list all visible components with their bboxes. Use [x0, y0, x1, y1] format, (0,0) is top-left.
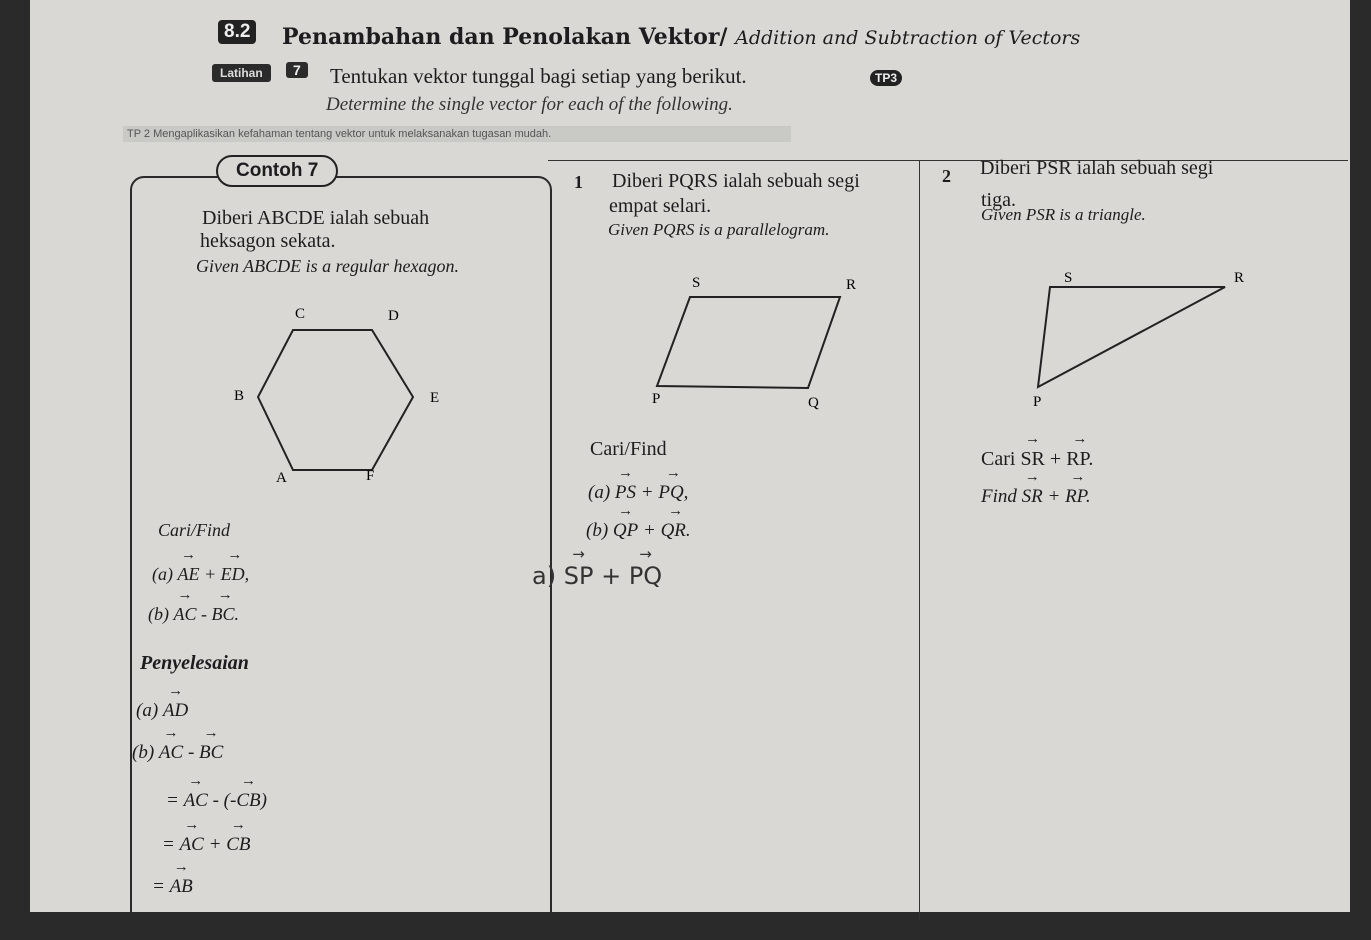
section-title-ms: Penambahan dan Penolakan Vektor/: [282, 24, 728, 50]
plus-sign: +: [1049, 448, 1062, 470]
minus-neg-open: - (-: [212, 790, 237, 811]
section-badge: 8.2: [218, 20, 256, 44]
solution-title: Penyelesaian: [140, 652, 249, 674]
example-given-en: Given ABCDE is a regular hexagon.: [196, 256, 459, 276]
handwritten-answer: [532, 556, 662, 590]
question-2-line-1: Diberi PSR ialah sebuah segi: [980, 157, 1214, 179]
vertex-label-p: P: [652, 391, 661, 407]
handwritten-vector-pq: → PQ: [629, 556, 662, 590]
vector-bc: → BC: [199, 736, 223, 764]
question-1-number: 1: [574, 172, 583, 192]
vertex-label-c: C: [295, 306, 306, 322]
solution-step-1: [166, 784, 267, 812]
close-paren: ): [260, 790, 267, 811]
vertex-label-q: Q: [808, 395, 819, 411]
example-pill: Contoh 7: [216, 155, 338, 187]
exercise-label: Latihan: [212, 64, 271, 82]
vector-ad: → AD: [163, 694, 188, 722]
tp-note: TP 2 Mengaplikasikan kefahaman tentang vektor untuk melaksanakan tugasan mudah.: [123, 126, 791, 142]
worksheet-page: [30, 0, 1350, 912]
example-part-a: [152, 558, 249, 585]
parallelogram-diagram: [640, 270, 880, 420]
hexagon-shape: [258, 330, 413, 470]
solution-step-3: [152, 870, 193, 898]
find-label-ms: Cari: [981, 448, 1016, 470]
vertex-label-p: P: [1033, 394, 1042, 410]
find-label-en: Find: [981, 486, 1017, 507]
question-1-line-2: empat selari.: [609, 195, 712, 217]
hexagon-diagram: [220, 300, 460, 490]
vertex-label-s: S: [692, 275, 701, 291]
vector-ac: → AC: [174, 598, 197, 625]
vector-qp: → QP: [613, 514, 638, 542]
vector-ac: → AC: [184, 784, 208, 812]
solution-b: [132, 736, 223, 764]
minus-sign: -: [201, 604, 208, 624]
vertex-label-s: S: [1064, 270, 1073, 286]
plus-sign: +: [204, 564, 217, 584]
vertex-label-r: R: [1234, 270, 1245, 286]
minus-sign: -: [187, 742, 195, 763]
part-a-label: (a): [152, 564, 173, 584]
handwritten-plus: +: [601, 562, 622, 590]
vertex-label-b: B: [234, 388, 245, 404]
vertex-label-r: R: [846, 277, 857, 293]
vector-pq: → PQ,: [658, 476, 688, 504]
triangle-shape: [1038, 287, 1225, 387]
vertex-label-f: F: [366, 468, 375, 484]
tp-badge: TP3: [870, 70, 902, 86]
question-2-find-ms: [981, 442, 1093, 471]
example-part-b: [148, 598, 239, 625]
vertex-label-a: A: [276, 470, 287, 486]
solution-step-2: [162, 828, 250, 856]
equals-sign: =: [162, 834, 175, 855]
example-find: Cari/Find: [158, 520, 231, 540]
question-1-part-b: [586, 514, 691, 542]
part-b-label: (b): [586, 520, 609, 541]
question-1-given-en: Given PQRS is a parallelogram.: [608, 220, 830, 239]
plus-sign: +: [1047, 486, 1061, 507]
vector-rp: → RP.: [1065, 480, 1091, 508]
solution-a-label: (a): [136, 700, 159, 721]
plus-sign: +: [642, 520, 656, 541]
part-a-label: (a): [588, 482, 611, 503]
solution-b-label: (b): [132, 742, 155, 763]
exercise-number: 7: [286, 62, 308, 78]
vector-rp: → RP.: [1066, 442, 1093, 471]
question-1-part-a: [588, 476, 688, 504]
solution-a: [136, 694, 188, 722]
example-given-ms-1: Diberi ABCDE ialah sebuah: [202, 207, 430, 229]
handwritten-vector-sp: → SP: [564, 556, 594, 590]
instruction-en: Determine the single vector for each of the following.: [326, 94, 733, 115]
section-title-en: Addition and Subtraction of Vectors: [735, 27, 1081, 49]
example-given-ms-2: heksagon sekata.: [200, 230, 336, 252]
table-top-border: [548, 160, 1348, 161]
question-2-number: 2: [942, 166, 951, 186]
question-1-line-1: Diberi PQRS ialah sebuah segi: [612, 170, 860, 192]
triangle-diagram: [1020, 262, 1270, 412]
vector-bc: → BC.: [212, 598, 240, 625]
question-2-line-2: tiga.: [981, 189, 1016, 211]
vector-ac: → AC: [180, 828, 204, 856]
plus-sign: +: [208, 834, 222, 855]
vertex-label-e: E: [430, 390, 440, 406]
question-2-find-en: [981, 480, 1091, 508]
question-1-find: Cari/Find: [590, 438, 667, 460]
equals-sign: =: [152, 876, 165, 897]
vector-ps: → PS: [615, 476, 636, 504]
vector-ab: → AB: [170, 870, 193, 898]
vector-ae: → AE: [178, 558, 200, 585]
equals-sign: =: [166, 790, 179, 811]
vertex-label-d: D: [388, 308, 399, 324]
parallelogram-shape: [657, 297, 840, 388]
question-2-given-en: Given PSR is a triangle.: [981, 205, 1146, 224]
vector-ac: → AC: [159, 736, 183, 764]
vector-qr: → QR.: [661, 514, 691, 542]
handwritten-label: a): [532, 562, 557, 590]
vector-cb: → CB: [236, 784, 260, 812]
vector-sr: → SR: [1022, 480, 1043, 508]
part-b-label: (b): [148, 604, 169, 624]
section-title: [282, 24, 1080, 50]
column-divider: [919, 160, 920, 920]
vector-sr: → SR: [1020, 442, 1044, 471]
plus-sign: +: [640, 482, 654, 503]
instruction-ms: Tentukan vektor tunggal bagi setiap yang berikut.: [330, 64, 747, 88]
vector-ed: → ED,: [221, 558, 250, 585]
vector-cb: → CB: [226, 828, 250, 856]
